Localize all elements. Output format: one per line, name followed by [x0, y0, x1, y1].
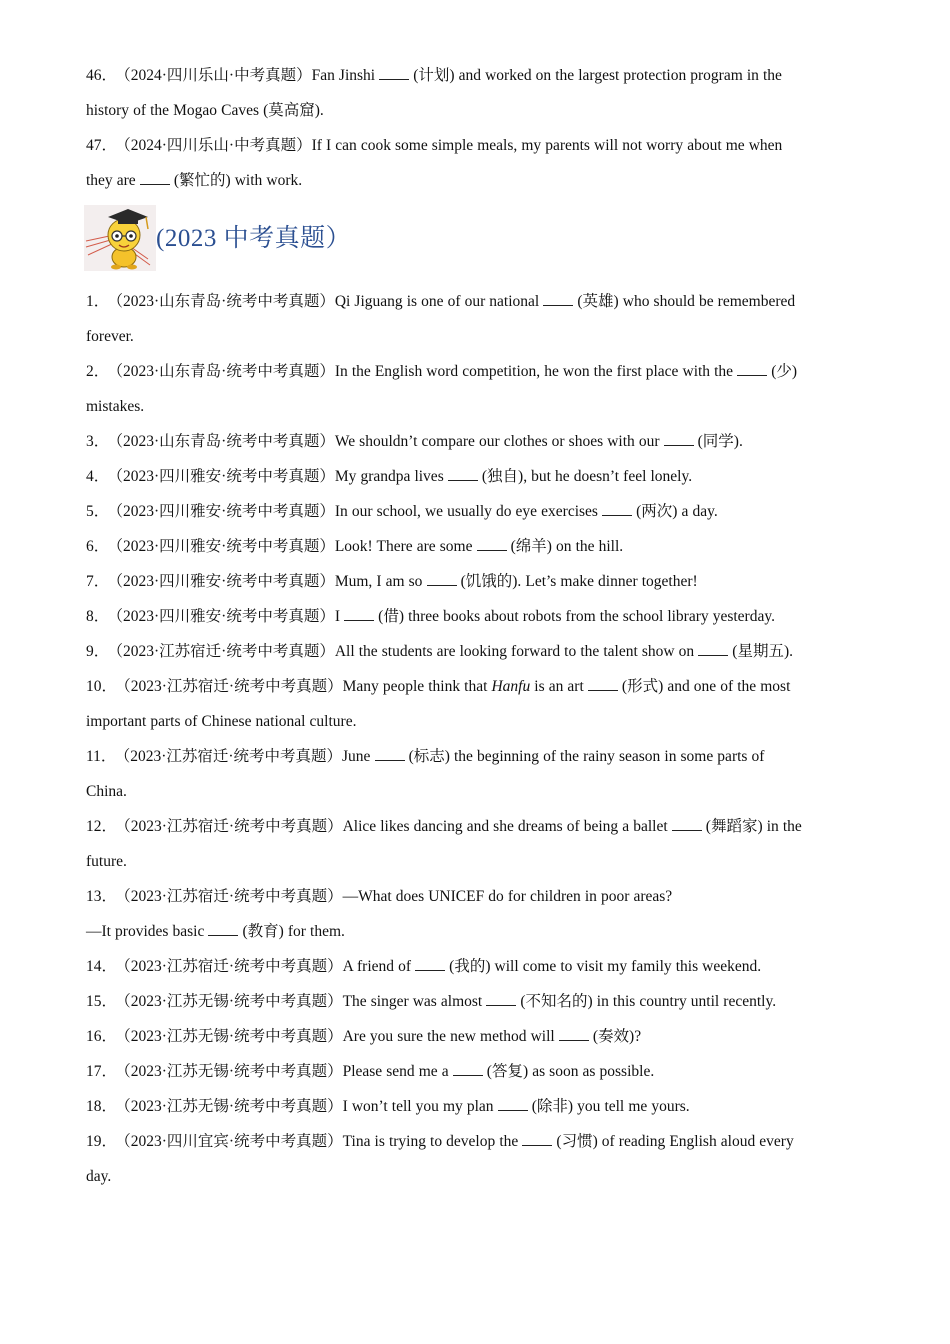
question-text: The singer was almost: [342, 993, 487, 1010]
answer-blank[interactable]: [375, 748, 405, 761]
answer-blank[interactable]: [559, 1028, 589, 1041]
question-source: （2023·江苏无锡·统考中考真题）: [123, 1063, 343, 1080]
question-number: 9．: [86, 643, 110, 660]
question-text: Many people think that: [342, 678, 492, 695]
question-source: （2023·四川宜宾·统考中考真题）: [123, 1133, 343, 1150]
question-text-after: (英雄) who should be remembered: [573, 293, 796, 310]
answer-blank[interactable]: [415, 958, 445, 971]
answer-blank[interactable]: [427, 573, 457, 586]
question-text: —What does UNICEF do for children in poor areas?: [342, 888, 673, 905]
question-5: [86, 494, 866, 529]
answer-blank[interactable]: [664, 433, 694, 446]
answer-blank[interactable]: [498, 1098, 528, 1111]
question-number: 14．: [86, 958, 118, 975]
question-source: （2023·四川雅安·统考中考真题）: [115, 503, 335, 520]
question-text: Are you sure the new method will: [342, 1028, 559, 1045]
answer-blank[interactable]: [477, 538, 507, 551]
question-1: [86, 284, 866, 354]
answer-blank[interactable]: [379, 67, 409, 80]
answer-blank[interactable]: [448, 468, 478, 481]
question-number: 2．: [86, 363, 110, 380]
question-number: 47．: [86, 137, 118, 154]
section-title: (2023 中考真题）: [156, 224, 352, 252]
question-text: June: [342, 748, 375, 765]
question-8: [86, 599, 866, 634]
question-text-after: (答复) as soon as possible.: [482, 1063, 655, 1080]
question-15: [86, 984, 866, 1019]
question-10: [86, 669, 866, 739]
question-text: Alice likes dancing and she dreams of being a ballet: [342, 818, 672, 835]
question-source: （2023·四川雅安·统考中考真题）: [115, 573, 335, 590]
question-source: （2023·江苏宿迁·统考中考真题）: [123, 818, 343, 835]
question-11: [86, 739, 866, 809]
question-source: （2023·四川雅安·统考中考真题）: [115, 468, 335, 485]
question-text-after: (奏效)?: [588, 1028, 642, 1045]
answer-blank[interactable]: [543, 293, 573, 306]
question-text-after: (教育) for them.: [238, 923, 345, 940]
question-italic-term: Hanfu: [491, 678, 531, 695]
question-text-after: (饥饿的). Let’s make dinner together!: [456, 573, 698, 590]
question-number: 11．: [86, 748, 117, 765]
question-text-after: (形式) and one of the most: [617, 678, 791, 695]
question-number: 4．: [86, 468, 110, 485]
question-text: Fan Jinshi: [311, 67, 380, 84]
question-text: Look! There are some: [334, 538, 477, 555]
answer-blank[interactable]: [344, 608, 374, 621]
answer-blank[interactable]: [140, 172, 170, 185]
question-12: [86, 809, 866, 879]
question-text-after: (少): [767, 363, 798, 380]
question-46: [86, 58, 866, 128]
question-number: 10．: [86, 678, 118, 695]
question-text-line2: day.: [86, 1168, 112, 1185]
question-text: Please send me a: [342, 1063, 453, 1080]
question-text-line2: mistakes.: [86, 398, 145, 415]
question-source: （2023·山东青岛·统考中考真题）: [115, 363, 335, 380]
question-source: （2023·山东青岛·统考中考真题）: [115, 293, 335, 310]
answer-blank[interactable]: [698, 643, 728, 656]
question-13: [86, 879, 866, 949]
question-source: （2023·四川雅安·统考中考真题）: [115, 608, 335, 625]
question-text-after: (借) three books about robots from the school library yesterday.: [374, 608, 775, 625]
question-text: Qi Jiguang is one of our national: [334, 293, 544, 310]
question-text: In the English word competition, he won the first place with the: [334, 363, 738, 380]
question-number: 7．: [86, 573, 110, 590]
question-text: Tina is trying to develop the: [342, 1133, 523, 1150]
question-number: 3．: [86, 433, 110, 450]
graduate-mascot-icon: [84, 205, 156, 271]
question-text: I: [334, 608, 345, 625]
answer-blank[interactable]: [602, 503, 632, 516]
question-source: （2024·四川乐山·中考真题）: [123, 137, 312, 154]
question-text-after: (繁忙的) with work.: [169, 172, 303, 189]
question-7: [86, 564, 866, 599]
question-text: If I can cook some simple meals, my parents will not worry about me when: [311, 137, 783, 154]
question-source: （2023·江苏宿迁·统考中考真题）: [123, 958, 343, 975]
question-3: [86, 424, 866, 459]
question-source: （2023·江苏宿迁·统考中考真题）: [123, 678, 343, 695]
question-text-after: (习惯) of reading English aloud every: [552, 1133, 794, 1150]
question-text-after: (星期五).: [728, 643, 793, 660]
question-9: [86, 634, 866, 669]
question-text-line2: China.: [86, 783, 127, 800]
question-text-after: (我的) will come to visit my family this weekend.: [445, 958, 762, 975]
answer-blank[interactable]: [672, 818, 702, 831]
answer-blank[interactable]: [522, 1133, 552, 1146]
question-list-2023: [86, 284, 866, 1194]
question-source: （2023·江苏无锡·统考中考真题）: [123, 1098, 343, 1115]
question-number: 19．: [86, 1133, 118, 1150]
question-source: （2023·江苏无锡·统考中考真题）: [123, 993, 343, 1010]
question-number: 46．: [86, 67, 118, 84]
worksheet-page: [86, 58, 866, 1194]
question-text-after: (舞蹈家) in the: [701, 818, 802, 835]
question-text-line2: important parts of Chinese national culture.: [86, 713, 357, 730]
answer-blank[interactable]: [737, 363, 767, 376]
question-text: All the students are looking forward to the talent show on: [334, 643, 699, 660]
question-text: I won’t tell you my plan: [342, 1098, 498, 1115]
question-19: [86, 1124, 866, 1194]
question-number: 13．: [86, 888, 118, 905]
question-source: （2023·山东青岛·统考中考真题）: [115, 433, 335, 450]
question-text-line2: forever.: [86, 328, 134, 345]
question-number: 5．: [86, 503, 110, 520]
question-text: In our school, we usually do eye exercises: [334, 503, 603, 520]
question-number: 12．: [86, 818, 118, 835]
question-text: My grandpa lives: [334, 468, 448, 485]
question-14: [86, 949, 866, 984]
question-text-after: (标志) the beginning of the rainy season in some parts of: [404, 748, 765, 765]
question-text-after: (两次) a day.: [632, 503, 718, 520]
question-17: [86, 1054, 866, 1089]
question-text-after: (计划) and worked on the largest protection program in the: [409, 67, 782, 84]
question-source: （2023·江苏宿迁·统考中考真题）: [123, 888, 343, 905]
question-text-mid: is an art: [530, 678, 588, 695]
question-text-line2: history of the Mogao Caves (莫高窟).: [86, 102, 324, 119]
question-number: 1．: [86, 293, 110, 310]
answer-blank[interactable]: [453, 1063, 483, 1076]
question-number: 16．: [86, 1028, 118, 1045]
question-source: （2023·江苏无锡·统考中考真题）: [123, 1028, 343, 1045]
question-2: [86, 354, 866, 424]
answer-blank[interactable]: [486, 993, 516, 1006]
question-text-after: (不知名的) in this country until recently.: [516, 993, 777, 1010]
question-number: 6．: [86, 538, 110, 555]
question-47: [86, 128, 866, 198]
question-source: （2023·四川雅安·统考中考真题）: [115, 538, 335, 555]
question-6: [86, 529, 866, 564]
question-text-after: (绵羊) on the hill.: [506, 538, 624, 555]
question-text-line2: they are: [86, 172, 140, 189]
question-number: 18．: [86, 1098, 118, 1115]
question-source: （2024·四川乐山·中考真题）: [123, 67, 312, 84]
answer-blank[interactable]: [208, 923, 238, 936]
question-text: We shouldn’t compare our clothes or shoes with our: [334, 433, 664, 450]
question-text: Mum, I am so: [334, 573, 427, 590]
question-4: [86, 459, 866, 494]
question-16: [86, 1019, 866, 1054]
section-header-2023: [84, 202, 866, 274]
question-number: 8．: [86, 608, 110, 625]
question-source: （2023·江苏宿迁·统考中考真题）: [115, 643, 335, 660]
answer-blank[interactable]: [588, 678, 618, 691]
question-18: [86, 1089, 866, 1124]
question-text-after: (独自), but he doesn’t feel lonely.: [477, 468, 693, 485]
question-text: A friend of: [342, 958, 416, 975]
question-text-line2: future.: [86, 853, 127, 870]
question-text-line2: —It provides basic: [86, 923, 209, 940]
question-number: 15．: [86, 993, 118, 1010]
question-number: 17．: [86, 1063, 118, 1080]
question-text-after: (同学).: [693, 433, 743, 450]
question-source: （2023·江苏宿迁·统考中考真题）: [122, 748, 343, 765]
question-text-after: (除非) you tell me yours.: [527, 1098, 690, 1115]
